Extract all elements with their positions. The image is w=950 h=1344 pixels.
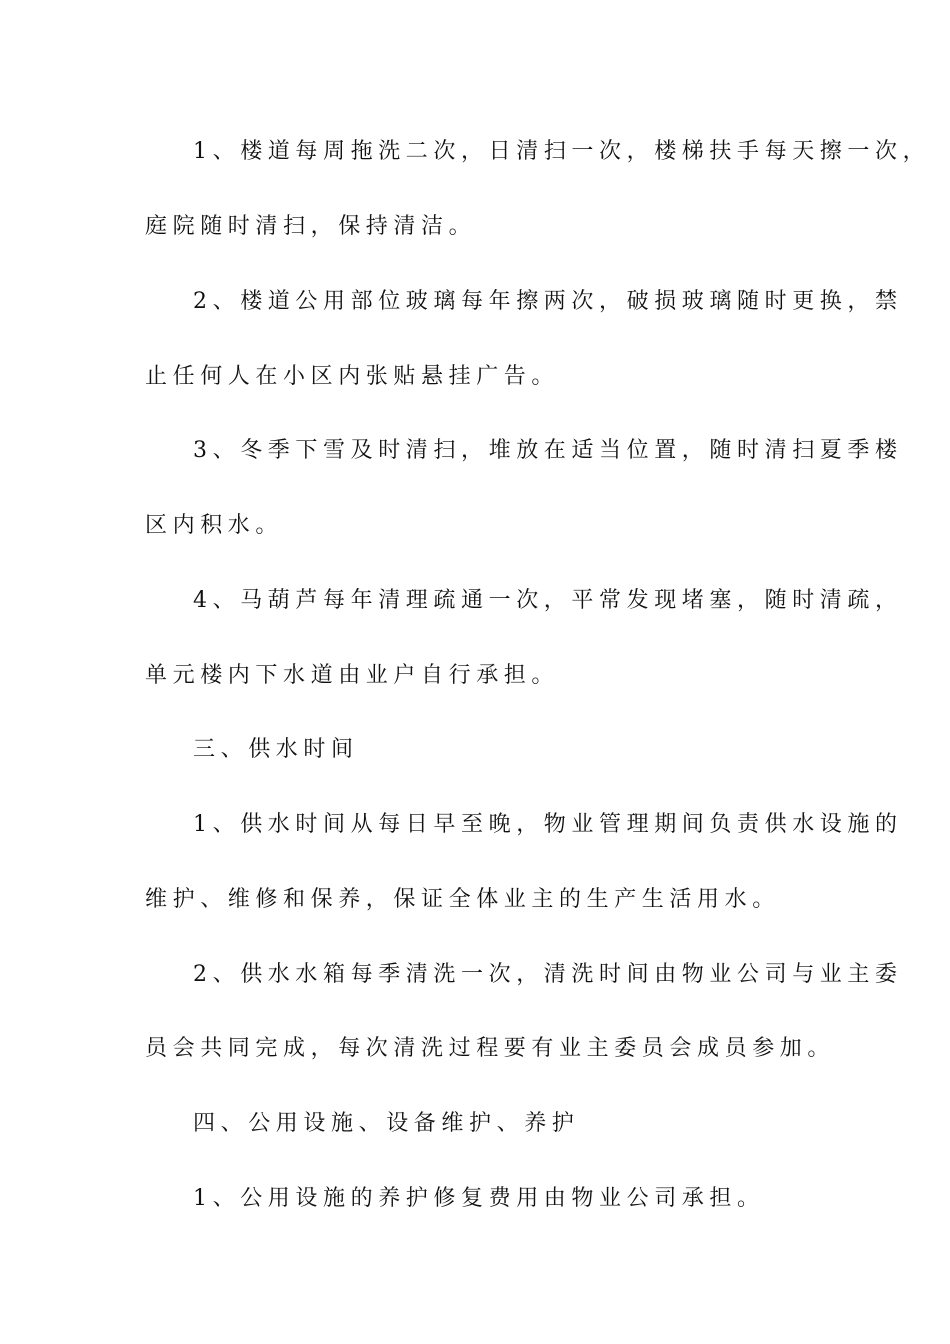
paragraph-5-line-2: 维护、维修和保养，保证全体业主的生产生活用水。 — [145, 887, 780, 912]
paragraph-4-line-1: 4、马葫芦每年清理疏通一次，平常发现堵塞，随时清疏， — [193, 588, 903, 613]
paragraph-5-line-1: 1、供水时间从每日早至晚，物业管理期间负责供水设施的 — [193, 812, 903, 837]
paragraph-6-line-2: 员会共同完成，每次清洗过程要有业主委员会成员参加。 — [145, 1036, 836, 1061]
section-heading-water-supply: 三、供水时间 — [193, 737, 359, 762]
paragraph-7-line-1: 1、公用设施的养护修复费用由物业公司承担。 — [193, 1186, 765, 1211]
paragraph-1-line-1: 1、楼道每周拖洗二次，日清扫一次，楼梯扶手每天擦一次， — [193, 139, 931, 164]
paragraph-4-line-2: 单元楼内下水道由业户自行承担。 — [145, 663, 560, 688]
paragraph-6-line-1: 2、供水水箱每季清洗一次，清洗时间由物业公司与业主委 — [193, 962, 903, 987]
paragraph-2-line-1: 2、楼道公用部位玻璃每年擦两次，破损玻璃随时更换，禁 — [193, 289, 903, 314]
paragraph-1-line-2: 庭院随时清扫，保持清洁。 — [145, 214, 477, 239]
paragraph-3-line-2: 区内积水。 — [145, 513, 284, 538]
section-heading-facilities: 四、公用设施、设备维护、养护 — [193, 1111, 580, 1136]
paragraph-2-line-2: 止任何人在小区内张贴悬挂广告。 — [145, 364, 560, 389]
paragraph-3-line-1: 3、冬季下雪及时清扫，堆放在适当位置，随时清扫夏季楼 — [193, 438, 903, 463]
